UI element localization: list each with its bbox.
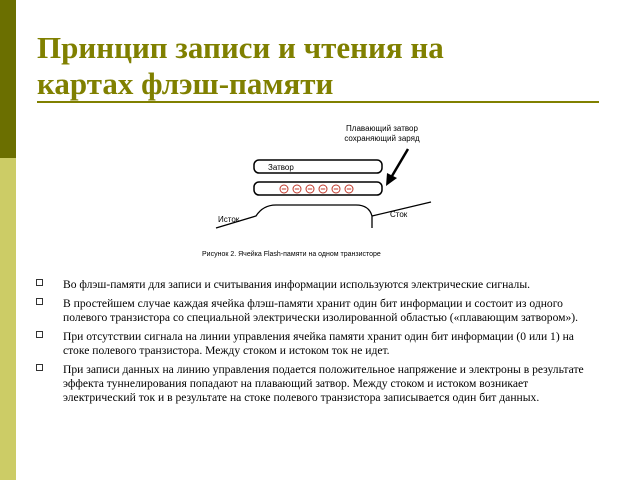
slide-title	[37, 30, 627, 102]
slide-title-line-2: картах флэш-памяти	[37, 66, 334, 101]
substrate-channel	[216, 205, 372, 228]
bullet-text: Во флэш-памяти для записи и считывания информации используются электрические сигналы.	[63, 278, 531, 291]
accent-bar-dark	[0, 0, 16, 158]
bullet-item	[36, 330, 596, 358]
title-underline	[37, 101, 599, 103]
bullet-text: В простейшем случае каждая ячейка флэш-памяти хранит один бит информации и состоит из одного полевого транзистора со специальной электрически изолированной областью («плавающим затвором»).	[63, 297, 579, 324]
bullet-square-icon	[36, 331, 43, 338]
source-label: Исток	[218, 215, 240, 224]
bullet-item	[36, 363, 596, 405]
bullet-text: При записи данных на линию управления подается положительное напряжение и электроны в результате эффекта туннелирования попадают на плавающий затвор. Между стоком и истоком возникает электрический ток и в результате на стоке полевого транзистора записывается один бит данных.	[63, 363, 584, 404]
bullet-item	[36, 297, 596, 325]
floating-gate	[254, 182, 382, 195]
pointer-arrow-shaft	[392, 149, 408, 176]
slide-title-line-1: Принцип записи и чтения на	[37, 30, 444, 65]
accent-bar-light	[0, 158, 16, 480]
bullet-text: При отсутствии сигнала на линии управления ячейка памяти хранит один бит информации (0 или 1) на стоке полевого транзистора. Между стоком и истоком ток не идет.	[63, 330, 574, 357]
bullet-square-icon	[36, 279, 43, 286]
bullet-item	[36, 278, 596, 292]
control-gate-label: Затвор	[268, 163, 294, 172]
floating-gate-label-1: Плавающий затвор	[346, 124, 418, 133]
bullet-list	[36, 278, 596, 410]
bullet-square-icon	[36, 364, 43, 371]
drain-label: Сток	[390, 210, 408, 219]
flash-cell-diagram	[196, 118, 446, 263]
floating-gate-label-2: сохраняющий заряд	[344, 134, 420, 143]
diagram-caption: Рисунок 2. Ячейка Flash-памяти на одном транзисторе	[202, 251, 381, 258]
bullet-square-icon	[36, 298, 43, 305]
